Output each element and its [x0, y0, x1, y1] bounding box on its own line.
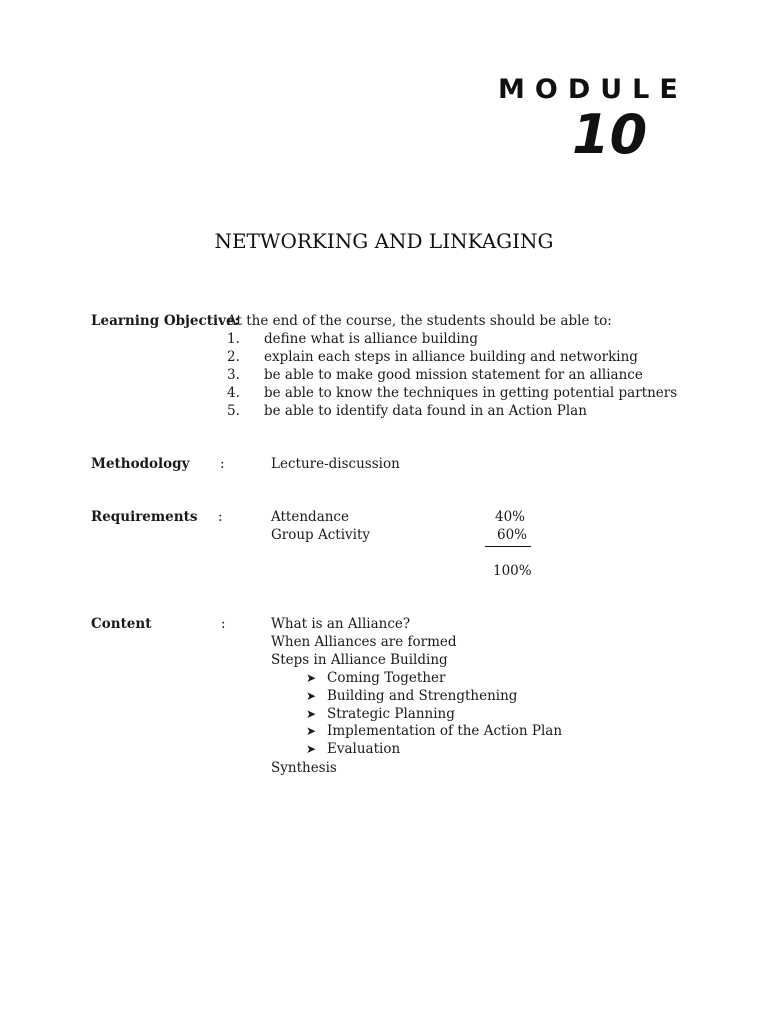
methodology-colon: : — [220, 456, 225, 472]
arrowhead-bullet-icon: ➤ — [306, 724, 317, 738]
content-line: What is an Alliance? — [271, 616, 411, 632]
objective-item: be able to know the techniques in getting potential partners — [264, 385, 678, 401]
page-title: NETWORKING AND LINKAGING — [214, 229, 554, 253]
requirement-percent: 60% — [497, 527, 528, 543]
requirements-colon: : — [218, 509, 223, 525]
content-step: Strategic Planning — [327, 706, 455, 722]
objective-number: 1. — [227, 331, 240, 347]
content-step: Evaluation — [327, 741, 401, 757]
content-step: Coming Together — [327, 670, 446, 686]
content-line: Steps in Alliance Building — [271, 652, 448, 668]
content-step: Building and Strengthening — [327, 688, 518, 704]
objective-number: 3. — [227, 367, 240, 383]
objective-item: be able to identify data found in an Action Plan — [264, 403, 587, 419]
arrowhead-bullet-icon: ➤ — [306, 742, 317, 756]
arrowhead-bullet-icon: ➤ — [306, 707, 317, 721]
content-line: Synthesis — [271, 760, 337, 776]
arrowhead-bullet-icon: ➤ — [306, 689, 317, 703]
content-colon: : — [221, 616, 226, 632]
methodology-label: Methodology — [91, 456, 190, 472]
methodology-value: Lecture-discussion — [271, 456, 400, 472]
requirements-total: 100% — [493, 563, 532, 579]
objective-item: define what is alliance building — [264, 331, 479, 347]
total-underline — [485, 546, 531, 547]
objective-number: 5. — [227, 403, 240, 419]
objective-item: explain each steps in alliance building and networking — [264, 349, 638, 365]
content-label: Content — [91, 616, 152, 632]
requirements-label: Requirements — [91, 509, 198, 525]
requirement-name: Group Activity — [271, 527, 371, 543]
objective-number: 4. — [227, 385, 240, 401]
requirement-percent: 40% — [495, 509, 526, 525]
learning-objective-label: Learning Objective: — [91, 313, 240, 329]
content-step: Implementation of the Action Plan — [327, 723, 563, 739]
objective-number: 2. — [227, 349, 240, 365]
objective-item: be able to make good mission statement for an alliance — [264, 367, 643, 383]
requirement-name: Attendance — [271, 509, 349, 525]
learning-objective-intro: At the end of the course, the students should be able to: — [227, 313, 612, 329]
module-label: MODULE — [498, 74, 688, 105]
content-line: When Alliances are formed — [271, 634, 457, 650]
module-number: 10 — [572, 103, 648, 166]
arrowhead-bullet-icon: ➤ — [306, 671, 317, 685]
